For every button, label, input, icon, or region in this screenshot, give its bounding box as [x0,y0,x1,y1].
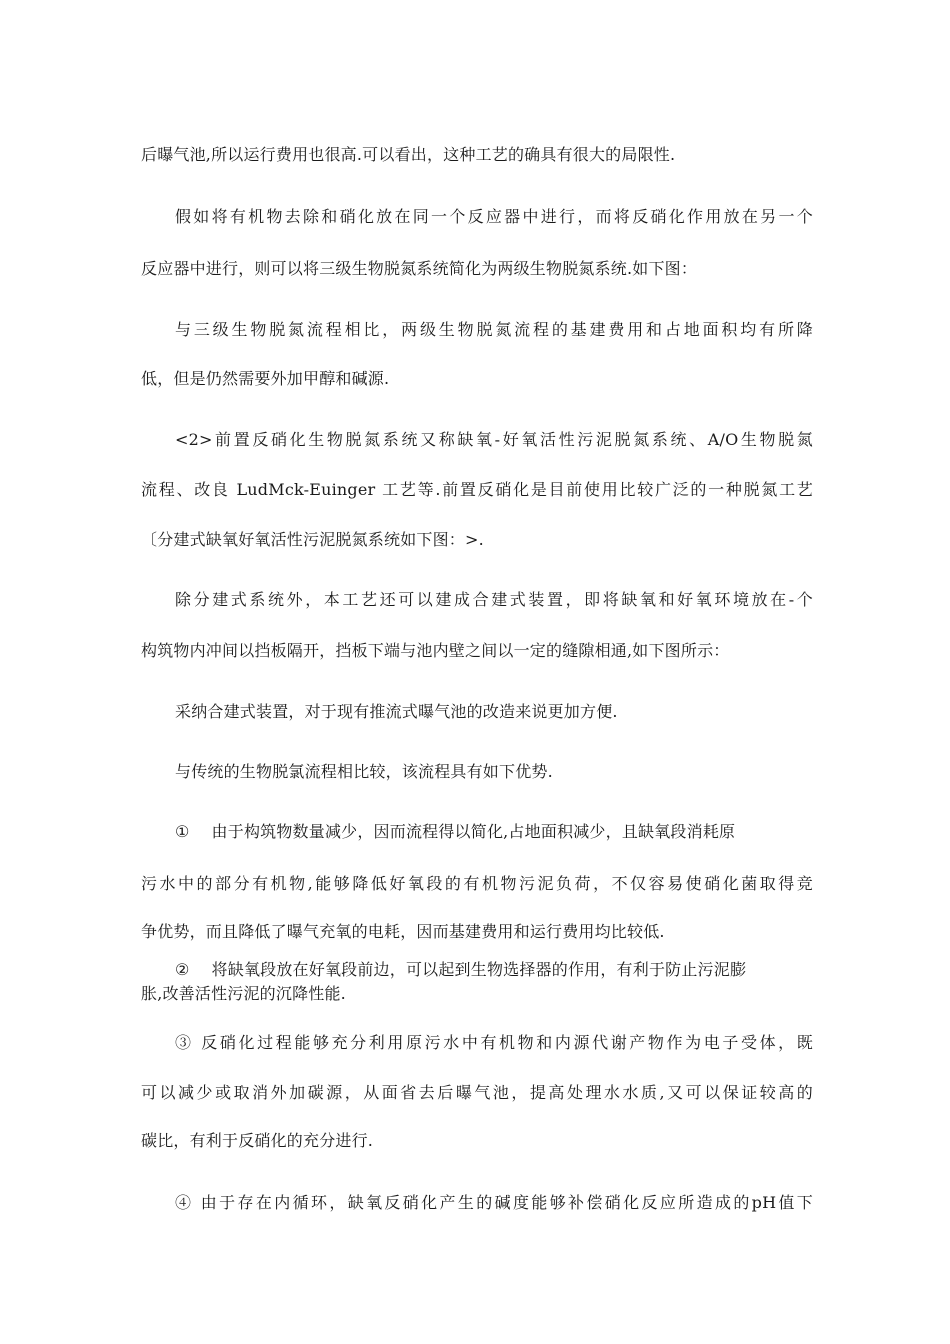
list-marker: ② [175,960,190,979]
paragraph-line: 与传统的生物脱氯流程相比较，该流程具有如下优势. [175,762,553,781]
list-item-line: ④ 由于存在内循环，缺氧反硝化产生的碱度能够补偿硝化反应所造成的pH值下 [175,1193,813,1212]
list-item-line: 争优势，而且降低了曝气充氧的电耗，因而基建费用和运行费用均比较低. [141,922,665,941]
paragraph-line: <2>前置反硝化生物脱氮系统又称缺氧-好氧活性污泥脱氮系统、A/O生物脱氮 [175,430,813,449]
paragraph-line: 流程、改良 LudMck-Euinger 工艺等.前置反硝化是目前使用比较广泛的一种脱氮工艺 [141,480,813,499]
list-item-text: 由于构筑物数量减少，因而流程得以简化,占地面积减少，且缺氧段消耗原 [211,822,736,841]
paragraph-line: 反应器中进行，则可以将三级生物脱氮系统简化为两级生物脱氮系统.如下图： [141,259,698,278]
list-item-line: 碳比，有利于反硝化的充分进行. [141,1131,374,1150]
paragraph-line: 采纳合建式装置，对于现有推流式曝气池的改造来说更加方便. [175,702,618,721]
paragraph-line: 与三级生物脱氮流程相比，两级生物脱氮流程的基建费用和占地面积均有所降 [175,320,813,339]
list-item-line [175,822,813,842]
paragraph-line: 构筑物内冲间以挡板隔开，挡板下端与池内壁之间以一定的缝隙相通,如下图所示： [141,641,730,660]
list-item-line: 胀,改善活性污泥的沉降性能. [141,984,346,1003]
list-item-line: 可以减少或取消外加碳源，从面省去后曝气池，提高处理水水质,又可以保证较高的 [141,1083,813,1102]
paragraph-line: 假如将有机物去除和硝化放在同一个反应器中进行，而将反硝化作用放在另一个 [175,207,813,226]
list-item-line [175,960,813,980]
list-item-line: 污水中的部分有机物,能够降低好氧段的有机物污泥负荷，不仅容易使硝化菌取得竞 [141,874,813,893]
list-item-line: ③ 反硝化过程能够充分利用原污水中有机物和内源代谢产物作为电子受体，既 [175,1033,813,1052]
list-marker: ① [175,822,190,841]
list-item-text: 将缺氧段放在好氧段前边，可以起到生物选择器的作用，有利于防止污泥膨 [211,960,747,979]
paragraph-line: 后曝气池,所以运行费用也很高.可以看出，这种工艺的确具有很大的局限性. [141,145,676,164]
paragraph-line: 〔分建式缺氧好氧活性污泥脱氮系统如下图：>. [141,530,484,549]
paragraph-line: 除分建式系统外，本工艺还可以建成合建式装置，即将缺氧和好氧环境放在-个 [175,590,813,609]
paragraph-line: 低，但是仍然需要外加甲醇和碱源. [141,369,390,388]
